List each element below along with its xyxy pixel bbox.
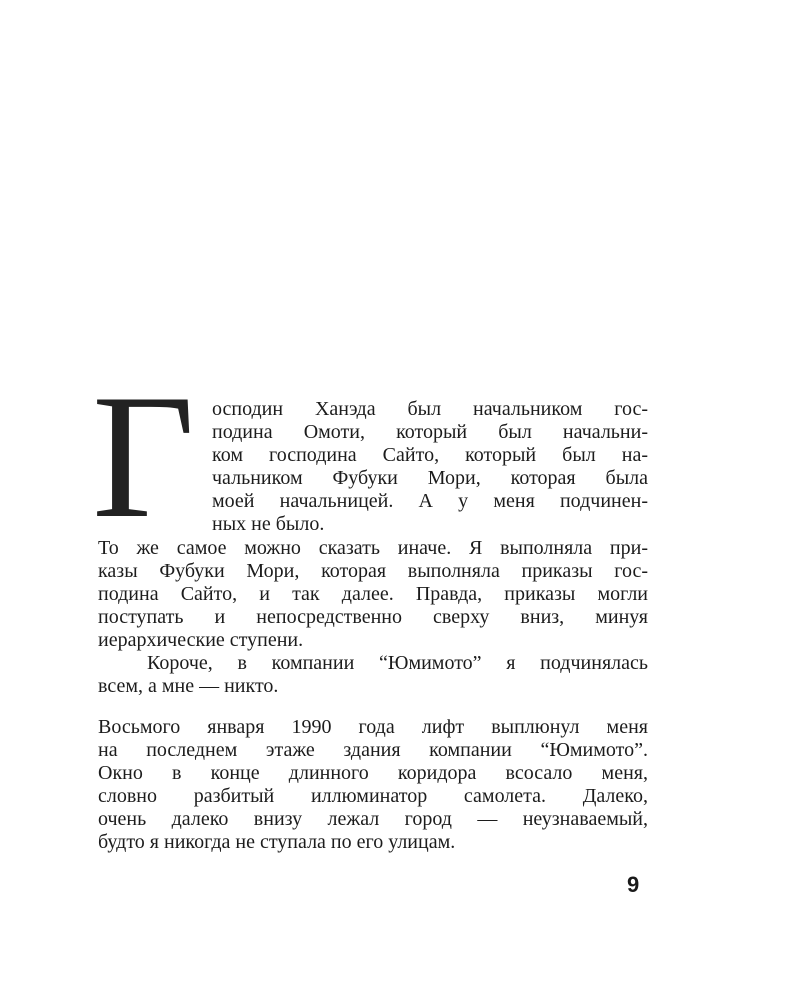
page-number: 9	[627, 872, 640, 897]
text-line: поступать и непосредственно сверху вниз, минуя	[98, 606, 648, 628]
text-line: очень далеко внизу лежал город — неузнаваемый,	[98, 808, 648, 830]
text-line: ных не было.	[212, 513, 325, 535]
text-line: будто я никогда не ступала по его улицам.	[98, 831, 456, 853]
text-line: Окно в конце длинного коридора всосало меня,	[98, 762, 648, 784]
text-line: чальником Фубуки Мори, которая была	[212, 467, 648, 489]
text-line: словно разбитый иллюминатор самолета. Далеко,	[98, 785, 648, 807]
text-line: Короче, в компании “Юмимото” я подчинялась	[147, 652, 648, 674]
text-line: подина Омоти, который был начальни-	[212, 421, 648, 443]
text-line: казы Фубуки Мори, которая выполняла приказы гос-	[98, 560, 648, 582]
text-line: всем, а мне — никто.	[98, 675, 279, 697]
text-line: моей начальницей. А у меня подчинен-	[212, 490, 648, 512]
text-line: ком господина Сайто, который был на-	[212, 444, 648, 466]
text-line: иерархические ступени.	[98, 629, 304, 651]
drop-cap-letter: Г	[92, 357, 195, 555]
text-line: Восьмого января 1990 года лифт выплюнул меня	[98, 716, 648, 738]
text-line: То же самое можно сказать иначе. Я выполняла при-	[98, 537, 648, 559]
text-line: на последнем этаже здания компании “Юмимото”.	[98, 739, 648, 761]
text-line: осподин Ханэда был начальником гос-	[212, 398, 648, 420]
text-line: подина Сайто, и так далее. Правда, приказы могли	[98, 583, 648, 605]
